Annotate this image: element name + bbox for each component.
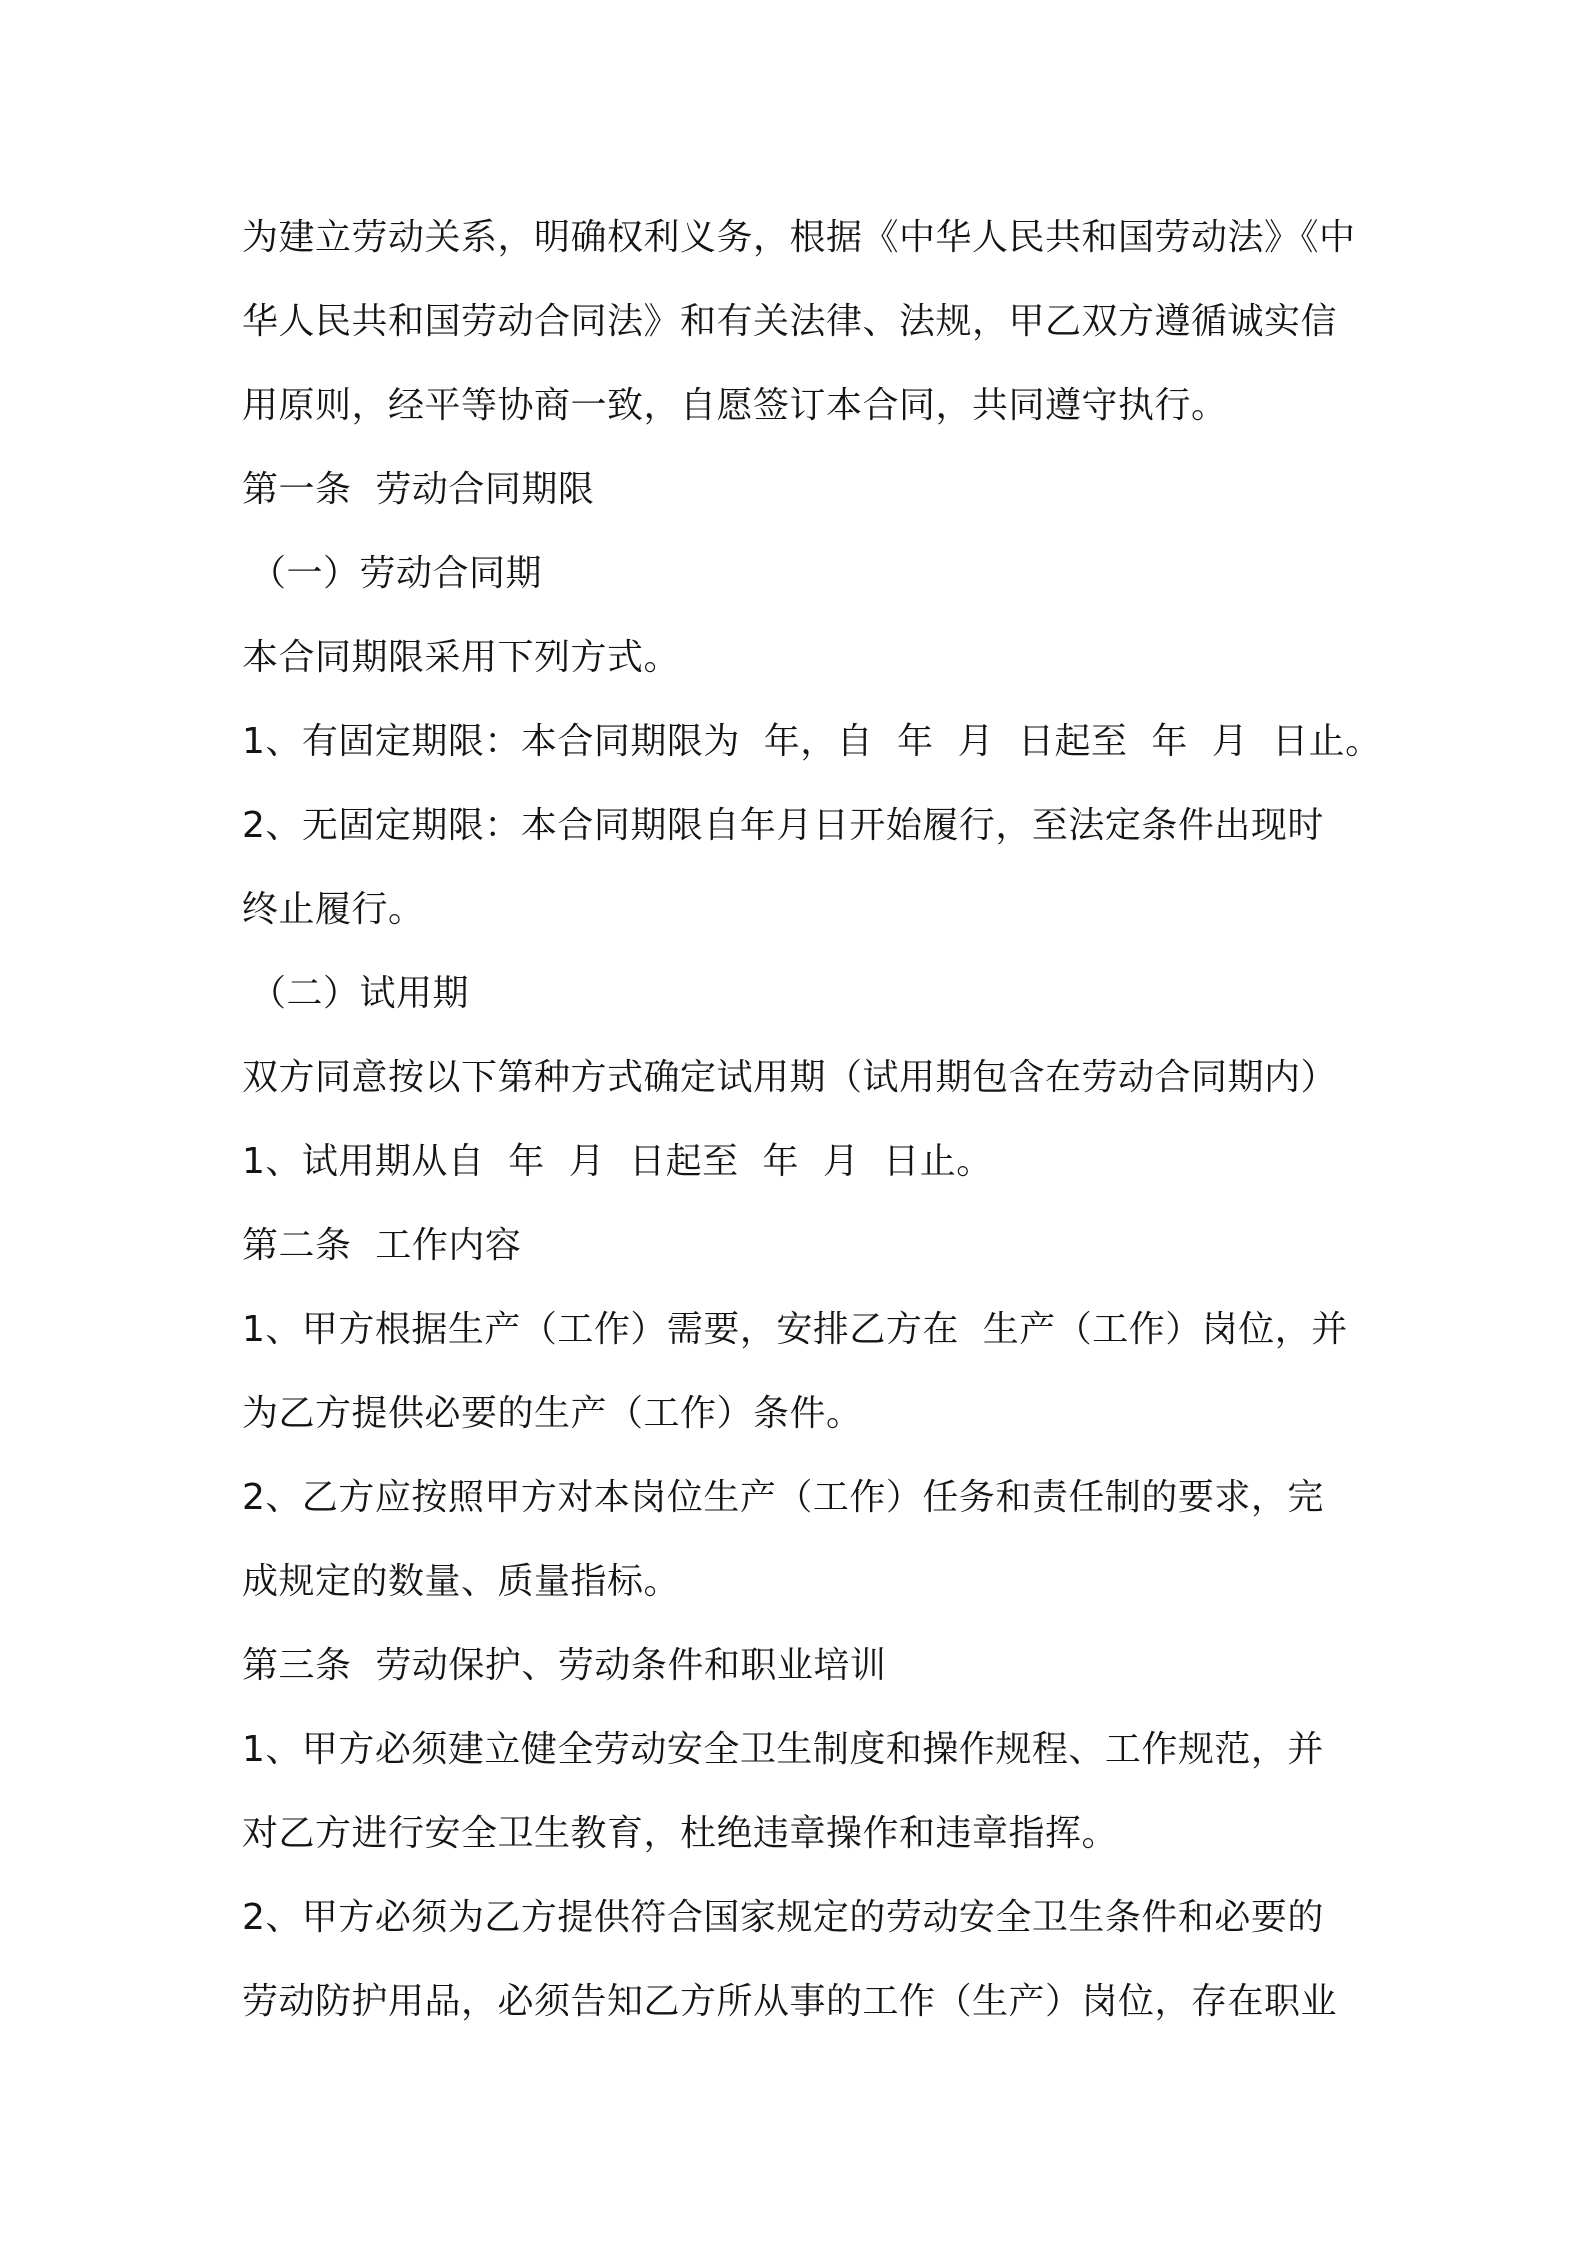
list-item: 1、试用期从自 年 月 日起至 年 月 日止。 (242, 1141, 993, 1182)
paragraph-line: 华人民共和国劳动合同法》和有关法律、法规，甲乙双方遵循诚实信 (242, 301, 1338, 342)
list-item: 2、甲方必须为乙方提供符合国家规定的劳动安全卫生条件和必要的 (242, 1897, 1324, 1938)
list-item: 2、无固定期限：本合同期限自年月日开始履行，至法定条件出现时 (242, 805, 1324, 846)
list-item: 1、有固定期限：本合同期限为 年，自 年 月 日起至 年 月 日止。 (242, 721, 1382, 762)
list-item: 1、甲方必须建立健全劳动安全卫生制度和操作规程、工作规范，并 (242, 1729, 1324, 1770)
list-item: 1、甲方根据生产（工作）需要，安排乙方在 生产（工作）岗位，并 (242, 1309, 1348, 1350)
paragraph-line: 终止履行。 (242, 889, 425, 930)
article-heading-3: 第三条 劳动保护、劳动条件和职业培训 (242, 1645, 887, 1686)
paragraph-line: 双方同意按以下第种方式确定试用期（试用期包含在劳动合同期内） (242, 1057, 1338, 1098)
article-heading-1: 第一条 劳动合同期限 (242, 469, 595, 510)
paragraph-line: 为乙方提供必要的生产（工作）条件。 (242, 1393, 863, 1434)
article-heading-2: 第二条 工作内容 (242, 1225, 522, 1266)
paragraph-line: 劳动防护用品，必须告知乙方所从事的工作（生产）岗位，存在职业 (242, 1981, 1338, 2022)
paragraph-line: 为建立劳动关系，明确权利义务，根据《中华人民共和国劳动法》《中 (242, 217, 1356, 258)
list-item: 2、乙方应按照甲方对本岗位生产（工作）任务和责任制的要求，完 (242, 1477, 1324, 1518)
section-heading-probation: （二）试用期 (250, 973, 470, 1014)
paragraph-line: 用原则，经平等协商一致，自愿签订本合同，共同遵守执行。 (242, 385, 1228, 426)
paragraph-line: 本合同期限采用下列方式。 (242, 637, 681, 678)
paragraph-line: 对乙方进行安全卫生教育，杜绝违章操作和违章指挥。 (242, 1813, 1119, 1854)
contract-body (242, 196, 1382, 2044)
paragraph-line: 成规定的数量、质量指标。 (242, 1561, 681, 1602)
section-heading-contract-term: （一）劳动合同期 (250, 553, 543, 594)
